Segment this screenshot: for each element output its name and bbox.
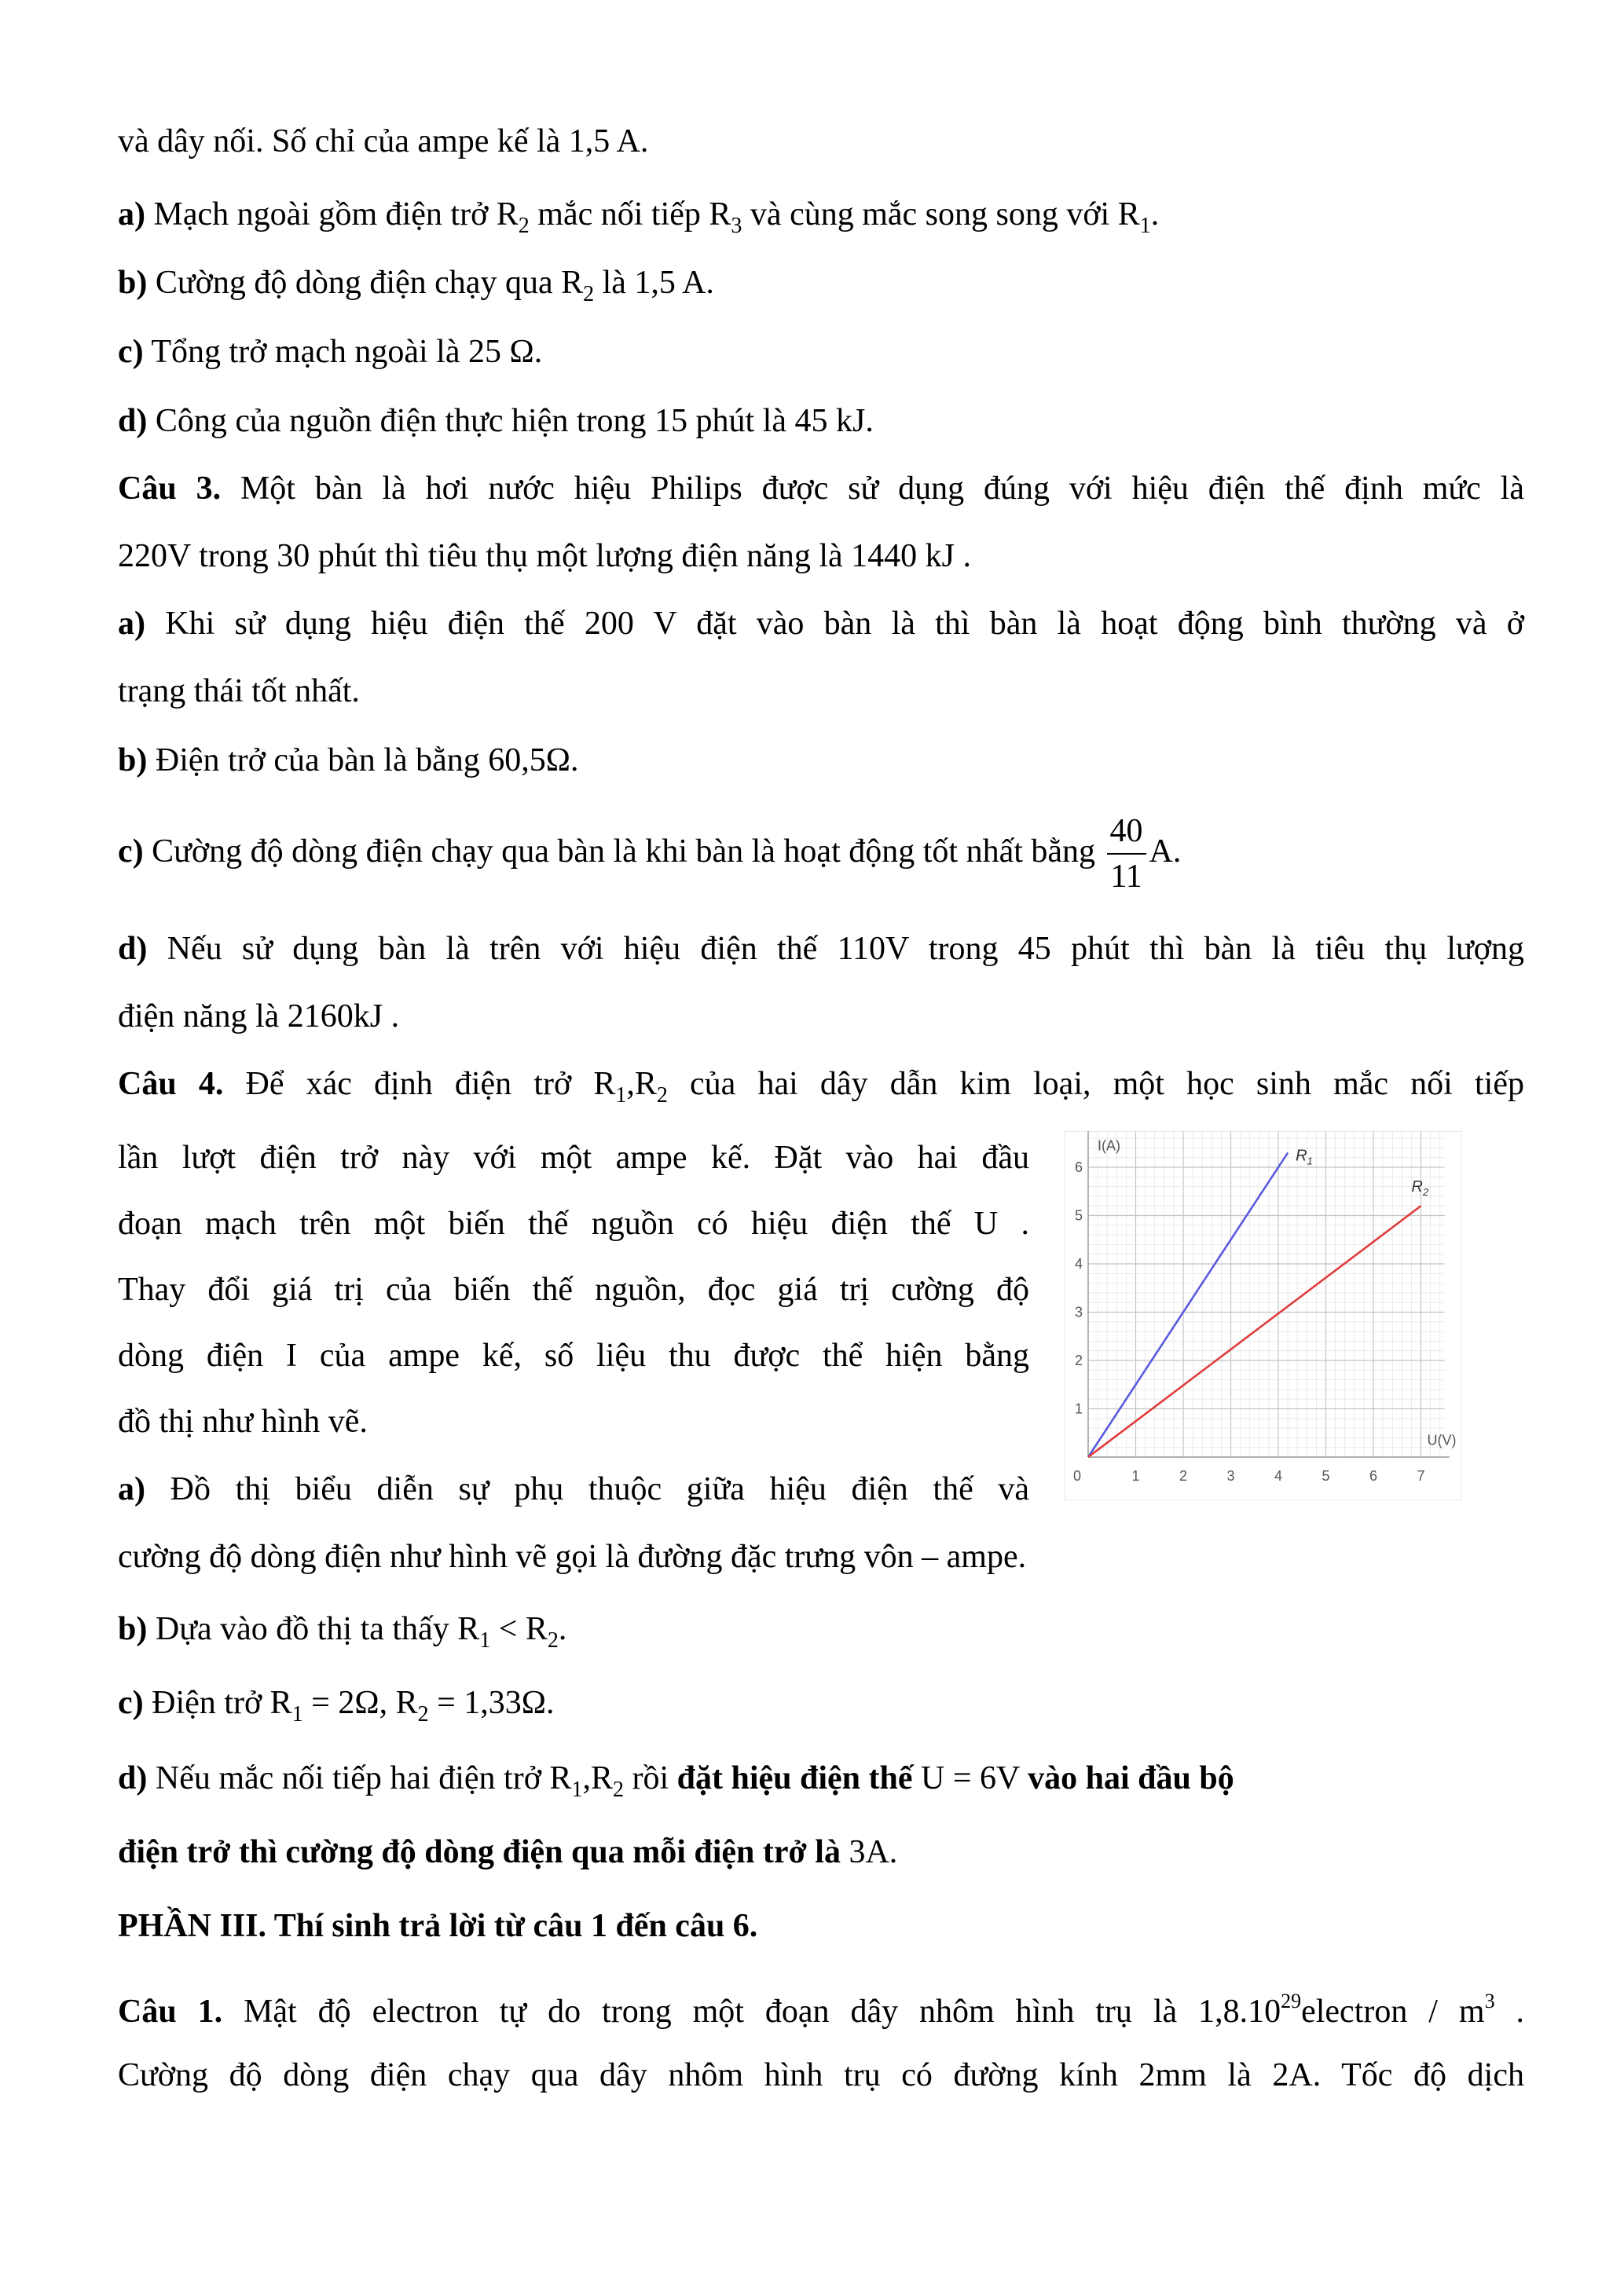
y-tick-label: 2 xyxy=(1074,1353,1083,1368)
question-4-line-5: dòng điện I của ampe kế, số liệu thu được thể hiện bằng xyxy=(118,1338,1029,1374)
x-tick-label: 6 xyxy=(1369,1468,1378,1484)
y-tick-label: 1 xyxy=(1074,1401,1083,1417)
question-4-line-4: Thay đổi giá trị của biến thế nguồn, đọc giá trị cường độ xyxy=(118,1272,1029,1308)
question-4-line-3: đoạn mạch trên một biến thế nguồn có hiệu điện thế U . xyxy=(118,1206,1029,1242)
line-3b: b) Điện trở của bàn là bằng 60,5Ω. xyxy=(118,742,579,778)
y-tick-label: 5 xyxy=(1074,1207,1083,1224)
y-tick-label: 6 xyxy=(1074,1159,1083,1175)
line-3d: d) Nếu sử dụng bàn là trên với hiệu điện thế 110V trong 45 phút thì bàn là tiêu thụ lượng xyxy=(118,931,1524,967)
series-label-r1: $R_1$ xyxy=(1296,1147,1313,1167)
line-2a: a) Mạch ngoài gồm điện trở $R_2$ mắc nối tiếp $R_3$ và cùng mắc song song với $R_1$. xyxy=(118,196,1160,238)
y-axis-label: I(A) xyxy=(1098,1137,1120,1154)
line-2b: b) Cường độ dòng điện chạy qua $R_2$ là 1,5 A. xyxy=(118,265,714,306)
fraction-40-11: $\frac{40}{11}$ xyxy=(1107,809,1146,899)
x-tick-label: 0 xyxy=(1072,1468,1082,1484)
part3-question-1-cont: Cường độ dòng điện chạy qua dây nhôm hình trụ có đường kính 2mm là 2A. Tốc độ dịch xyxy=(118,2057,1524,2093)
iu-graph xyxy=(1065,1131,1461,1500)
x-axis-label: U(V) xyxy=(1427,1432,1457,1448)
x-tick-label: 1 xyxy=(1131,1468,1140,1484)
question-3-cont: 220V trong 30 phút thì tiêu thụ một lượng điện năng là 1440 kJ . xyxy=(118,538,971,574)
x-tick-label: 2 xyxy=(1179,1468,1188,1484)
line-1: và dây nối. Số chỉ của ampe kế là 1,5 A. xyxy=(118,123,649,159)
line-2d: d) Công của nguồn điện thực hiện trong 15 phút là 45 kJ. xyxy=(118,403,874,439)
line-2c: c) Tổng trở mạch ngoài là 25 Ω. xyxy=(118,334,543,370)
line-3d-cont: điện năng là 2160kJ . xyxy=(118,998,400,1034)
question-3: Câu 3. Một bàn là hơi nước hiệu Philips được sử dụng đúng với hiệu điện thế định mức là xyxy=(118,471,1524,507)
line-4b: b) Dựa vào đồ thị ta thấy $R_1 < R_2$. xyxy=(118,1611,567,1653)
line-3c: c) Cường độ dòng điện chạy qua bàn là khi bàn là hoạt động tốt nhất bằng $\frac{40}{11}$ A. xyxy=(118,807,1181,899)
y-tick-label: 3 xyxy=(1074,1304,1083,1320)
x-tick-label: 3 xyxy=(1226,1468,1235,1484)
line-3a-cont: trạng thái tốt nhất. xyxy=(118,673,360,709)
section-heading: PHẦN III. Thí sinh trả lời từ câu 1 đến câu 6. xyxy=(118,1908,758,1944)
line-3a: a) Khi sử dụng hiệu điện thế 200 V đặt vào bàn là thì bàn là hoạt động bình thường và ở xyxy=(118,606,1524,642)
x-tick-label: 5 xyxy=(1322,1468,1330,1484)
question-4-line-2: lần lượt điện trở này với một ampe kế. Đặt vào hai đầu xyxy=(118,1140,1029,1176)
line-4d: d) Nếu mắc nối tiếp hai điện trở $R_1,R_2$ rồi đặt hiệu điện thế U = 6V vào hai đầu bộ xyxy=(118,1760,1234,1802)
line-4c: c) Điện trở $R_1 = 2\Omega$, $R_2 = 1,33\Omega$. xyxy=(118,1685,555,1727)
x-tick-label: 7 xyxy=(1417,1468,1425,1484)
question-4: Câu 4. Để xác định điện trở $R_1,R_2$ của hai dây dẫn kim loại, một học sinh mắc nối tiếp xyxy=(118,1066,1524,1108)
y-tick-label: 4 xyxy=(1074,1256,1083,1272)
x-tick-label: 4 xyxy=(1274,1468,1283,1484)
part3-question-1: Câu 1. Mật độ electron tự do trong một đoạn dây nhôm hình trụ là 1,8.10$^{29}$electron / $m^3$ . xyxy=(118,1990,1524,2030)
question-4-line-6: đồ thị như hình vẽ. xyxy=(118,1404,368,1440)
line-4d-cont: điện trở thì cường độ dòng điện qua mỗi điện trở là 3A. xyxy=(118,1834,898,1870)
series-label-r2: $R_2$ xyxy=(1411,1178,1429,1199)
line-4a: a) Đồ thị biểu diễn sự phụ thuộc giữa hiệu điện thế và xyxy=(118,1471,1029,1507)
line-4a-cont: cường độ dòng điện như hình vẽ gọi là đường đặc trưng vôn – ampe. xyxy=(118,1539,1027,1575)
